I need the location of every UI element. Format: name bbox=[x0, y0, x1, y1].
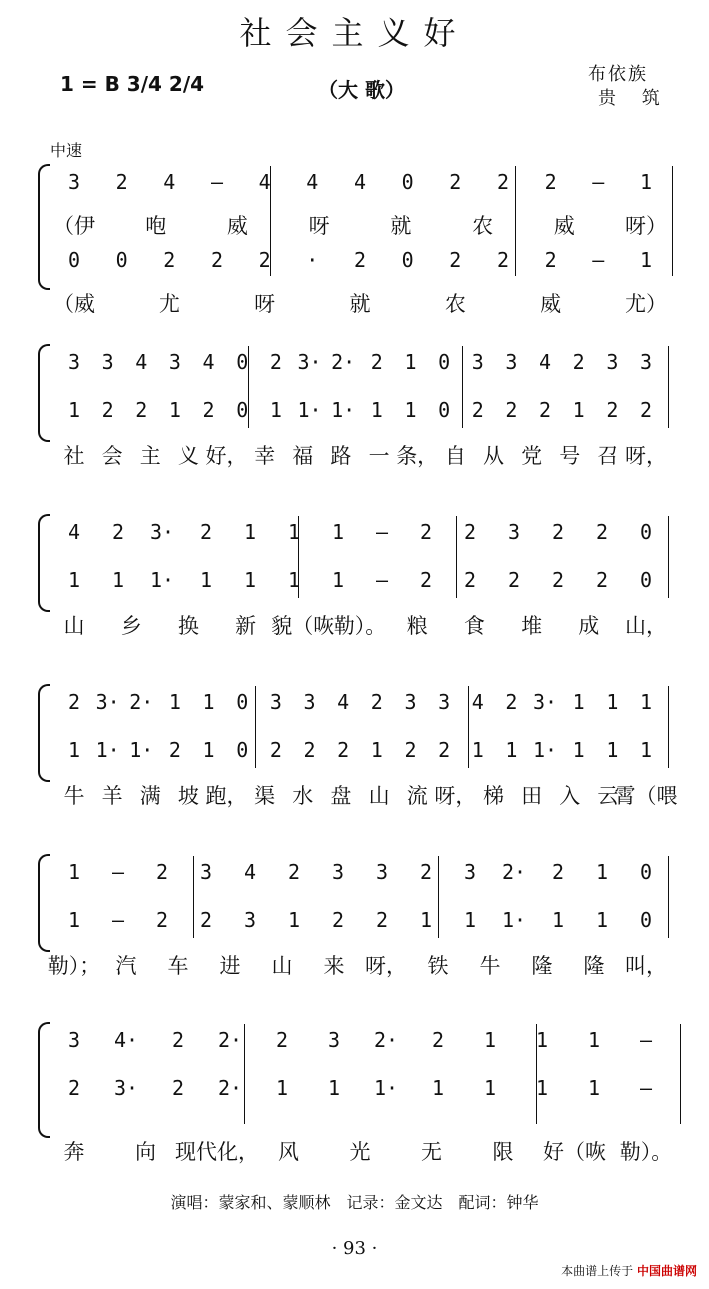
note: 4· bbox=[113, 1028, 139, 1052]
note: 1 bbox=[639, 248, 653, 272]
note: 2 bbox=[505, 690, 518, 714]
note: 1 bbox=[572, 690, 585, 714]
note: 2 bbox=[168, 738, 181, 762]
lyric-syllable: 入 bbox=[559, 784, 581, 808]
note: — bbox=[111, 860, 125, 884]
note: 2 bbox=[303, 738, 316, 762]
note: 3 bbox=[375, 860, 389, 884]
notation-row bbox=[0, 1076, 709, 1110]
notation-row bbox=[0, 568, 709, 602]
lyric-syllable: 呀， bbox=[365, 954, 407, 978]
lyric-syllable: 从 bbox=[482, 444, 504, 468]
note: 1 bbox=[202, 738, 215, 762]
note: 1· bbox=[149, 568, 175, 592]
credits: 演唱：蒙家和、蒙顺林 记录：金文达 配词：钟华 bbox=[170, 1193, 539, 1212]
tempo-marking: 中速 bbox=[50, 141, 83, 160]
lyric-syllable: 食 bbox=[463, 614, 485, 638]
note: 1 bbox=[243, 568, 257, 592]
note: 2 bbox=[404, 738, 417, 762]
lyric-syllable: 山 bbox=[271, 954, 293, 978]
lyric-syllable: 换 bbox=[177, 614, 199, 638]
lyric-syllable: 尤） bbox=[625, 292, 667, 316]
note: 2 bbox=[269, 738, 282, 762]
key-signature: 1 = B 3/4 2/4 bbox=[60, 72, 205, 96]
note: 2 bbox=[258, 248, 271, 272]
note: 1· bbox=[501, 908, 527, 932]
note: 0 bbox=[67, 248, 81, 272]
note: 1 bbox=[168, 398, 181, 422]
lyric-syllable: 幸 bbox=[254, 444, 276, 468]
lyric-syllable: 貌（咴 bbox=[271, 614, 335, 638]
note: 1 bbox=[327, 1076, 341, 1100]
note: 3· bbox=[113, 1076, 139, 1100]
lyric-syllable: 霄（喂 bbox=[614, 784, 678, 808]
lyric-syllable: 进 bbox=[219, 954, 241, 978]
note: 1· bbox=[297, 398, 322, 422]
note: 3 bbox=[404, 690, 417, 714]
lyric-syllable: 山 bbox=[63, 614, 85, 638]
watermark-prefix: 本曲谱上传于 bbox=[561, 1264, 634, 1278]
lyric-syllable: 渠 bbox=[254, 784, 276, 808]
note: 1 bbox=[370, 398, 383, 422]
note: 2 bbox=[67, 690, 81, 714]
note: 4 bbox=[243, 860, 257, 884]
note: 4 bbox=[202, 350, 215, 374]
notation-row bbox=[0, 350, 709, 384]
lyric-syllable: 牛 bbox=[63, 784, 85, 808]
note: 2 bbox=[544, 170, 557, 194]
lyric-syllable: 福 bbox=[292, 444, 314, 468]
lyric-syllable: 就 bbox=[390, 214, 412, 238]
note: 1· bbox=[95, 738, 120, 762]
note: 3 bbox=[269, 690, 282, 714]
note: 1 bbox=[587, 1028, 601, 1052]
lyric-syllable: 乡 bbox=[120, 614, 142, 638]
note: 2 bbox=[171, 1028, 185, 1052]
lyric-syllable: 号 bbox=[559, 444, 581, 468]
note: 3 bbox=[199, 860, 213, 884]
note: 3 bbox=[606, 350, 619, 374]
note: · bbox=[306, 248, 319, 272]
note: 3 bbox=[639, 350, 653, 374]
lyric-syllable: 主 bbox=[139, 444, 161, 468]
lyric-syllable: 田 bbox=[521, 784, 543, 808]
lyric-syllable: （威 bbox=[53, 292, 95, 316]
note: — bbox=[375, 520, 389, 544]
lyric-syllable: 农 bbox=[444, 292, 466, 316]
note: 1 bbox=[404, 398, 417, 422]
note: 3· bbox=[297, 350, 322, 374]
lyric-syllable: 隆 bbox=[531, 954, 553, 978]
lyric-row bbox=[0, 210, 709, 244]
lyric-syllable: 铁 bbox=[427, 954, 449, 978]
note: 1 bbox=[606, 738, 619, 762]
note: 2 bbox=[496, 170, 510, 194]
note: 2 bbox=[438, 738, 451, 762]
note: 1 bbox=[287, 520, 301, 544]
lyric-syllable: （伊 bbox=[53, 214, 95, 238]
note: 2 bbox=[269, 350, 282, 374]
lyric-syllable: 跑， bbox=[205, 784, 248, 808]
note: 2 bbox=[507, 568, 521, 592]
note: 2 bbox=[449, 248, 462, 272]
lyric-syllable: 来 bbox=[323, 954, 345, 978]
note: 3 bbox=[471, 350, 484, 374]
note: 2 bbox=[375, 908, 389, 932]
note: 2 bbox=[544, 248, 557, 272]
lyric-syllable: 限 bbox=[492, 1140, 514, 1164]
note: — bbox=[639, 1076, 653, 1100]
note: 1 bbox=[606, 690, 619, 714]
lyric-syllable: 尤 bbox=[158, 292, 180, 316]
note: 1 bbox=[269, 398, 282, 422]
note: 2 bbox=[202, 398, 215, 422]
note: 3 bbox=[327, 1028, 341, 1052]
note: 3 bbox=[168, 350, 181, 374]
note: 1 bbox=[595, 908, 609, 932]
note: 4 bbox=[258, 170, 271, 194]
note: 1 bbox=[505, 738, 518, 762]
note: 3 bbox=[438, 690, 451, 714]
note: 0 bbox=[401, 248, 414, 272]
note: 1 bbox=[67, 398, 81, 422]
note: 1 bbox=[67, 738, 81, 762]
lyric-syllable: 呀， bbox=[625, 444, 667, 468]
lyric-syllable: 车 bbox=[167, 954, 189, 978]
lyric-syllable: 羊 bbox=[101, 784, 123, 808]
note: 0 bbox=[639, 908, 653, 932]
note: 2 bbox=[155, 908, 169, 932]
note: 0 bbox=[639, 860, 653, 884]
ethnic-group: 布依族 bbox=[588, 64, 648, 85]
lyric-syllable: 呀 bbox=[308, 214, 330, 238]
lyric-syllable: 奔 bbox=[63, 1140, 85, 1164]
note: 2 bbox=[551, 568, 565, 592]
note: 3 bbox=[303, 690, 316, 714]
lyric-syllable: 勒）； bbox=[47, 954, 101, 978]
lyric-syllable: 勒）。 bbox=[333, 614, 387, 638]
lyric-syllable: 就 bbox=[349, 292, 371, 316]
lyric-syllable: 新 bbox=[235, 614, 257, 638]
note: 2 bbox=[606, 398, 619, 422]
note: 1 bbox=[67, 908, 81, 932]
note: 4 bbox=[337, 690, 350, 714]
lyric-syllable: 风 bbox=[278, 1140, 299, 1164]
lyric-row bbox=[0, 610, 709, 644]
note: 0 bbox=[115, 248, 128, 272]
page-number: · 93 · bbox=[331, 1238, 378, 1259]
note: 2 bbox=[551, 520, 565, 544]
lyric-syllable: 呀） bbox=[625, 214, 667, 238]
lyric-syllable: 牛 bbox=[479, 954, 501, 978]
lyric-syllable: 山 bbox=[368, 784, 390, 808]
note: 2 bbox=[199, 908, 213, 932]
note: 2 bbox=[639, 398, 653, 422]
notation-row bbox=[0, 690, 709, 724]
song-title: 社会主义好 bbox=[239, 14, 470, 52]
notation-row bbox=[0, 520, 709, 554]
note: 1 bbox=[67, 860, 81, 884]
note: 2 bbox=[275, 1028, 289, 1052]
note: — bbox=[639, 1028, 653, 1052]
notation-row bbox=[0, 1028, 709, 1062]
lyric-syllable: 汽 bbox=[115, 954, 137, 978]
note: 2· bbox=[331, 350, 356, 374]
note: 3 bbox=[67, 1028, 81, 1052]
note: 3· bbox=[149, 520, 175, 544]
note: 2 bbox=[337, 738, 350, 762]
note: 4 bbox=[306, 170, 319, 194]
lyric-row bbox=[0, 950, 709, 984]
note: 4 bbox=[353, 170, 367, 194]
note: — bbox=[375, 568, 389, 592]
lyric-row bbox=[0, 1136, 709, 1170]
note: 0 bbox=[639, 520, 653, 544]
lyric-syllable: 农 bbox=[472, 214, 494, 238]
notation-row bbox=[0, 738, 709, 772]
notation-row bbox=[0, 170, 709, 204]
note: 0 bbox=[236, 690, 249, 714]
lyric-syllable: 水 bbox=[292, 784, 314, 808]
note: 1 bbox=[639, 738, 653, 762]
note: 4 bbox=[67, 520, 81, 544]
note: 2 bbox=[572, 350, 585, 374]
note: 1 bbox=[639, 690, 653, 714]
note: 1 bbox=[404, 350, 417, 374]
region-name: 贵 筑 bbox=[598, 88, 670, 109]
note: 2 bbox=[163, 248, 176, 272]
note: 3· bbox=[95, 690, 120, 714]
watermark bbox=[561, 1262, 697, 1279]
note: 1 bbox=[535, 1028, 549, 1052]
note: 2 bbox=[449, 170, 462, 194]
note: 3 bbox=[331, 860, 345, 884]
notation-row bbox=[0, 398, 709, 432]
note: 2 bbox=[419, 568, 433, 592]
note: 2 bbox=[370, 350, 383, 374]
note: 3 bbox=[67, 350, 81, 374]
note: 1· bbox=[129, 738, 154, 762]
note: 0 bbox=[236, 398, 249, 422]
note: — bbox=[592, 170, 605, 194]
lyric-syllable: 堆 bbox=[521, 614, 543, 638]
lyric-row bbox=[0, 288, 709, 322]
lyric-syllable: 呀 bbox=[254, 292, 276, 316]
note: 1 bbox=[370, 738, 383, 762]
note: 2 bbox=[595, 568, 609, 592]
note: 1 bbox=[287, 568, 301, 592]
note: 2· bbox=[501, 860, 527, 884]
note: 1 bbox=[595, 860, 609, 884]
note: 2 bbox=[595, 520, 609, 544]
note: 1 bbox=[639, 170, 653, 194]
note: 4 bbox=[471, 690, 484, 714]
note: 2 bbox=[551, 860, 565, 884]
note: 2 bbox=[155, 860, 169, 884]
lyric-syllable: 党 bbox=[521, 444, 543, 468]
note: 2 bbox=[463, 520, 477, 544]
note: 1 bbox=[471, 738, 484, 762]
note: 3 bbox=[463, 860, 477, 884]
note: 2 bbox=[370, 690, 383, 714]
lyric-row bbox=[0, 440, 709, 474]
note: 1 bbox=[535, 1076, 549, 1100]
note: 0 bbox=[236, 738, 249, 762]
note: 2 bbox=[471, 398, 484, 422]
lyric-syllable: 无 bbox=[421, 1140, 442, 1164]
note: 1 bbox=[419, 908, 433, 932]
lyric-syllable: 社 bbox=[63, 444, 85, 468]
lyric-syllable: 咆 bbox=[145, 214, 167, 238]
note: 1 bbox=[572, 738, 585, 762]
note: 1 bbox=[483, 1076, 497, 1100]
note: 0 bbox=[401, 170, 414, 194]
lyric-syllable: 坡 bbox=[177, 784, 199, 808]
lyric-syllable: 威 bbox=[226, 214, 248, 238]
lyric-syllable: 威 bbox=[540, 292, 562, 316]
lyric-syllable: 义 bbox=[177, 444, 199, 468]
note: 2 bbox=[419, 520, 433, 544]
note: 1 bbox=[572, 398, 585, 422]
notation-row bbox=[0, 908, 709, 942]
note: 2 bbox=[115, 170, 128, 194]
note: 2 bbox=[431, 1028, 445, 1052]
lyric-syllable: 条， bbox=[396, 444, 439, 468]
note: 1 bbox=[199, 568, 213, 592]
note: 2 bbox=[419, 860, 433, 884]
lyric-syllable: 流 bbox=[406, 784, 428, 808]
lyric-syllable: 自 bbox=[444, 444, 466, 468]
lyric-syllable: 粮 bbox=[406, 614, 428, 638]
note: 1 bbox=[67, 568, 81, 592]
note: 2 bbox=[496, 248, 510, 272]
note: 2 bbox=[199, 520, 213, 544]
note: 2 bbox=[353, 248, 367, 272]
note: 2 bbox=[67, 1076, 81, 1100]
lyric-syllable: 会 bbox=[101, 444, 123, 468]
note: 1 bbox=[275, 1076, 289, 1100]
notation-row bbox=[0, 248, 709, 282]
note: 1· bbox=[533, 738, 558, 762]
note: 2 bbox=[287, 860, 301, 884]
note: — bbox=[111, 908, 125, 932]
note: 2 bbox=[210, 248, 224, 272]
note: 2 bbox=[101, 398, 114, 422]
note: 3 bbox=[505, 350, 518, 374]
note: 1 bbox=[551, 908, 565, 932]
note: 1 bbox=[243, 520, 257, 544]
lyric-syllable: 山， bbox=[625, 614, 667, 638]
note: 2 bbox=[171, 1076, 185, 1100]
note: 2· bbox=[373, 1028, 399, 1052]
lyric-syllable: 威 bbox=[553, 214, 575, 238]
note: 1 bbox=[431, 1076, 445, 1100]
watermark-brand: 中国曲谱网 bbox=[636, 1264, 697, 1278]
lyric-row bbox=[0, 780, 709, 814]
lyric-syllable: 勒）。 bbox=[619, 1140, 673, 1164]
note: 2 bbox=[505, 398, 518, 422]
note: 3· bbox=[533, 690, 558, 714]
note: 3 bbox=[507, 520, 521, 544]
note: 3 bbox=[243, 908, 257, 932]
lyric-syllable: 云 bbox=[597, 784, 619, 808]
note: 2· bbox=[217, 1028, 243, 1052]
lyric-syllable: 光 bbox=[349, 1140, 371, 1164]
note: 1 bbox=[587, 1076, 601, 1100]
note: 0 bbox=[438, 350, 451, 374]
note: — bbox=[210, 170, 224, 194]
note: 2· bbox=[217, 1076, 243, 1100]
note: 0 bbox=[236, 350, 249, 374]
note: 1 bbox=[287, 908, 301, 932]
note: 1· bbox=[331, 398, 356, 422]
note: 1· bbox=[373, 1076, 399, 1100]
genre-label: （大 歌） bbox=[318, 78, 405, 102]
note: 2 bbox=[463, 568, 477, 592]
note: 2 bbox=[111, 520, 125, 544]
note: — bbox=[592, 248, 605, 272]
lyric-syllable: 召 bbox=[597, 444, 619, 468]
note: 0 bbox=[639, 568, 653, 592]
lyric-syllable: 盘 bbox=[330, 784, 352, 808]
note: 2 bbox=[331, 908, 345, 932]
lyric-syllable: 现代化， bbox=[175, 1140, 259, 1164]
lyric-syllable: 向 bbox=[135, 1140, 156, 1164]
note: 3 bbox=[67, 170, 81, 194]
note: 0 bbox=[438, 398, 451, 422]
lyric-syllable: 满 bbox=[139, 784, 161, 808]
note: 4 bbox=[163, 170, 176, 194]
lyric-syllable: 好， bbox=[205, 444, 248, 468]
lyric-syllable: 成 bbox=[578, 614, 600, 638]
lyric-syllable: 叫， bbox=[625, 954, 667, 978]
note: 1 bbox=[483, 1028, 497, 1052]
note: 2 bbox=[135, 398, 148, 422]
note: 1 bbox=[331, 568, 345, 592]
lyric-syllable: 梯 bbox=[482, 784, 504, 808]
note: 4 bbox=[135, 350, 148, 374]
lyric-syllable: 一 bbox=[368, 444, 390, 468]
lyric-syllable: 路 bbox=[330, 444, 352, 468]
note: 1 bbox=[111, 568, 125, 592]
lyric-syllable: 好（咴 bbox=[543, 1140, 606, 1164]
note: 3 bbox=[101, 350, 114, 374]
note: 2· bbox=[129, 690, 154, 714]
lyric-syllable: 隆 bbox=[583, 954, 605, 978]
note: 2 bbox=[539, 398, 552, 422]
note: 1 bbox=[202, 690, 215, 714]
note: 1 bbox=[168, 690, 181, 714]
note: 4 bbox=[539, 350, 552, 374]
note: 1 bbox=[331, 520, 345, 544]
notation-row bbox=[0, 860, 709, 894]
note: 1 bbox=[463, 908, 477, 932]
lyric-syllable: 呀， bbox=[434, 784, 477, 808]
